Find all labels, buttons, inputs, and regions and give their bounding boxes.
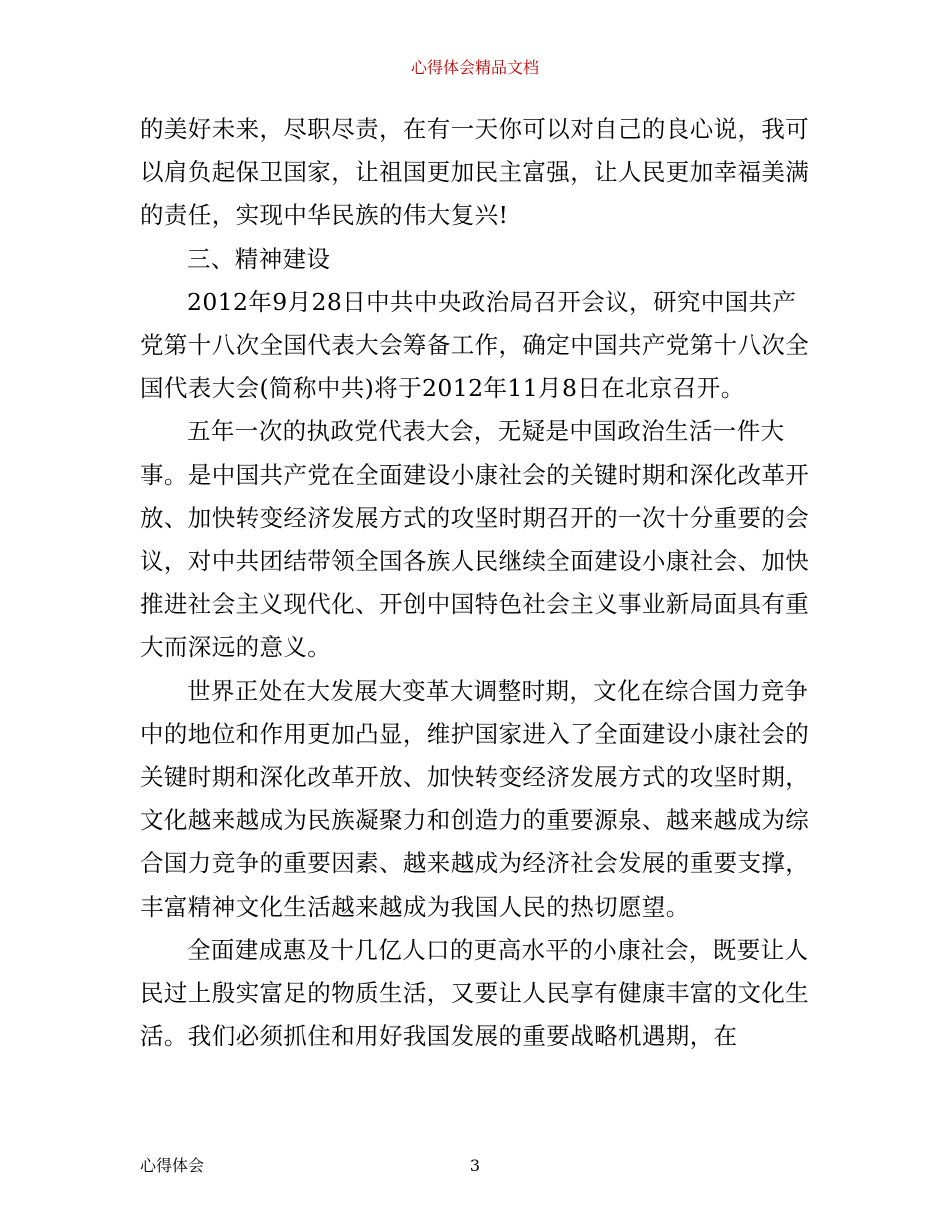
paragraph: 全面建成惠及十几亿人口的更高水平的小康社会，既要让人民过上殷实富足的物质生活，又要让人民享有健康丰富的文化生活。我们必须抓住和用好我国发展的重要战略机遇期，在 bbox=[140, 935, 810, 1051]
paragraph: 世界正处在大发展大变革大调整时期，文化在综合国力竞争中的地位和作用更加凸显，维护国家进入了全面建设小康社会的关键时期和深化改革开放、加快转变经济发展方式的攻坚时期，文化越来越成为民族凝聚力和创造力的重要源泉、越来越成为综合国力竞争的重要因素、越来越成为经济社会发展的重要支撑，丰富精神文化生活越来越成为我国人民的热切愿望。 bbox=[140, 676, 810, 921]
page-header: 心得体会精品文档 bbox=[410, 58, 539, 77]
document-body bbox=[140, 108, 812, 1058]
paragraph: 五年一次的执政党代表大会，无疑是中国政治生活一件大事。是中国共产党在全面建设小康社会的关键时期和深化改革开放、加快转变经济发展方式的攻坚时期召开的一次十分重要的会议，对中共团结带领全国各族人民继续全面建设小康社会、加快推进社会主义现代化、开创中国特色社会主义事业新局面具有重大而深远的意义。 bbox=[140, 417, 810, 662]
paragraph: 2012年9月28日中共中央政治局召开会议，研究中国共产党第十八次全国代表大会筹备工作，确定中国共产党第十八次全国代表大会(简称中共)将于2012年11月8日在北京召开。 bbox=[140, 287, 810, 403]
page-number: 3 bbox=[469, 1156, 481, 1175]
footer-label: 心得体会 bbox=[140, 1156, 205, 1175]
section-heading: 三、精神建设 bbox=[187, 244, 331, 273]
paragraph-continuation: 的美好未来，尽职尽责，在有一天你可以对自己的良心说，我可以肩负起保卫国家，让祖国更加民主富强，让人民更加幸福美满的责任，实现中华民族的伟大复兴! bbox=[140, 115, 810, 230]
